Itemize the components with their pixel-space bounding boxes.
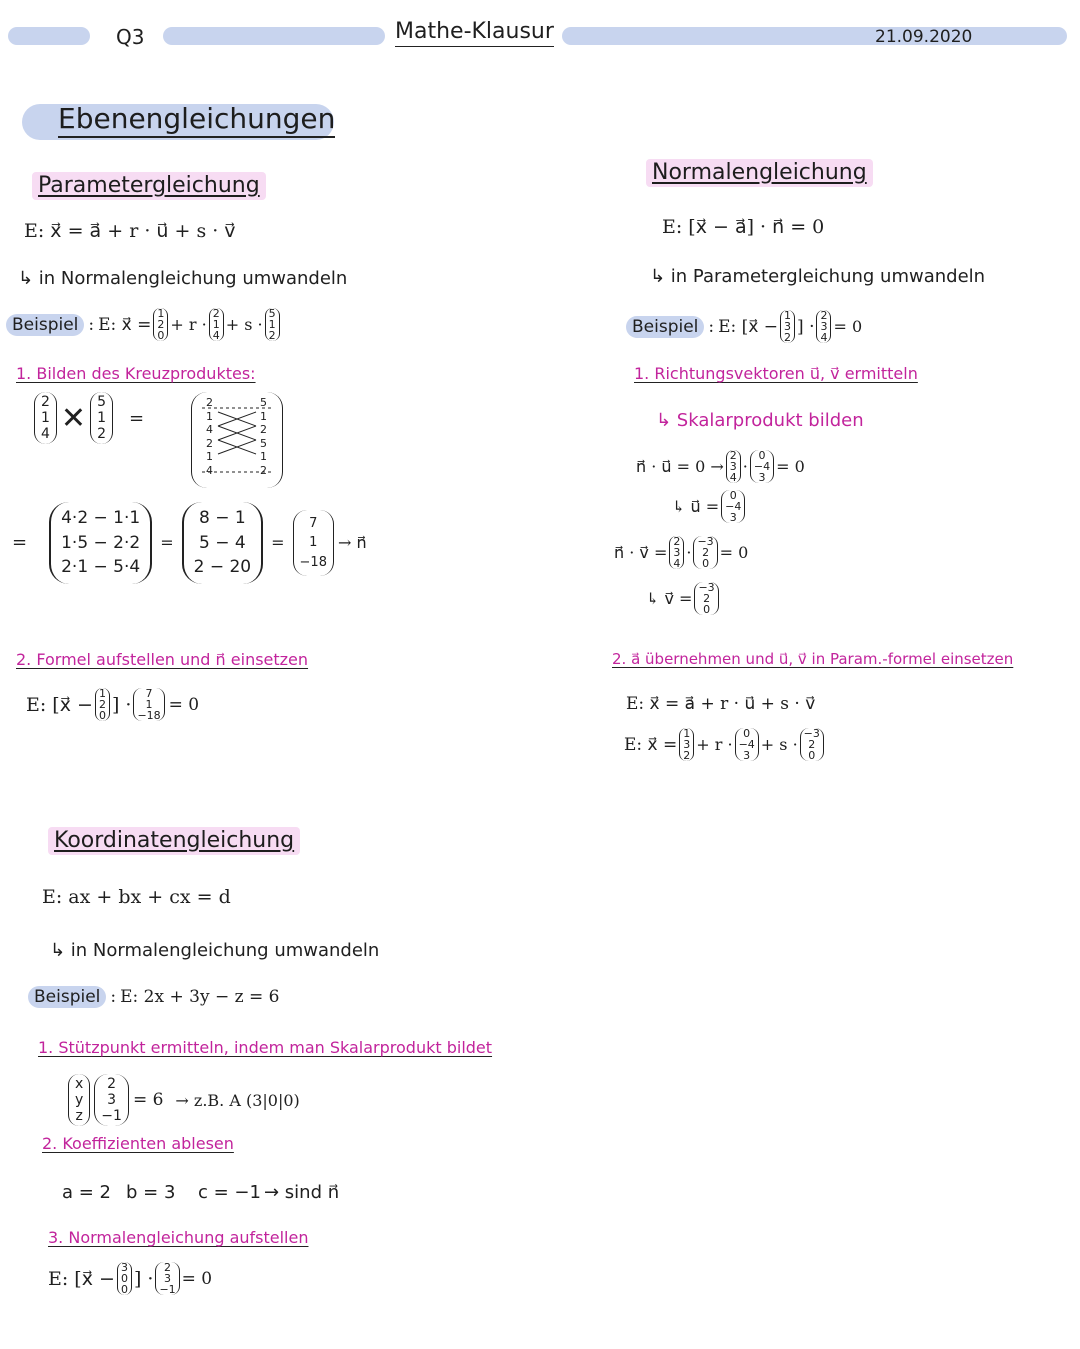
nu-equation: n⃗ · u⃗ = 0 → 2 3 4 · 0 −4 3 = 0	[636, 449, 805, 484]
stuetzpunkt-point: → z.B. A (3|0|0)	[175, 1090, 300, 1110]
normal-heading: Normalengleichung	[646, 159, 873, 187]
parameter-final-equation: E: [x⃗ − 1 2 0 ] · 7 1 −18 = 0	[26, 687, 200, 722]
example-label: Beispiel	[626, 316, 704, 338]
koordinaten-step-1: 1. Stützpunkt ermitteln, indem man Skalarprodukt bildet	[38, 1038, 493, 1057]
cross-matrix	[191, 392, 283, 488]
vector-v: 5 1 2	[265, 308, 280, 341]
cross-calculation: = 4·2 − 1·1 1·5 − 2·2 2·1 − 5·4 = 8 − 1 5 − 4 2 − 20 = 7 1 −18 → n⃗	[12, 502, 367, 584]
koordinaten-heading: Koordinatengleichung	[48, 827, 300, 855]
header-left-label: Q3	[116, 25, 145, 49]
final-n: 7 1 −18	[133, 688, 164, 721]
header-date: 21.09.2020	[875, 27, 973, 47]
page-title: Ebenengleichungen	[58, 102, 335, 138]
example-n: 2 3 4	[816, 310, 831, 343]
example-label: Beispiel	[6, 314, 84, 336]
normal-formula: E: [x⃗ − a⃗] · n⃗ = 0	[662, 216, 825, 238]
header-bar-segment	[163, 27, 385, 45]
coeff-note: → sind n⃗	[264, 1182, 340, 1203]
coeff-b: b = 3	[126, 1182, 176, 1203]
mid-vector: 8 − 1 5 − 4 2 − 20	[182, 502, 264, 584]
cross-u: 2 1 4	[34, 392, 57, 444]
vector-u: 2 1 4	[209, 308, 224, 341]
koordinaten-convert-note: ↳ in Normalengleichung umwandeln	[50, 940, 380, 961]
cross-v: 5 1 2	[90, 392, 113, 444]
header-title: Mathe-Klausur	[395, 18, 554, 47]
coeff-a: a = 2	[62, 1182, 112, 1203]
cross-lines	[192, 392, 282, 488]
matrix-right-col: 5 1 2 5 1 2	[260, 396, 267, 477]
koordinaten-example: Beispiel : E: 2x + 3y − z = 6	[28, 986, 279, 1008]
parameter-step-1: 1. Bilden des Kreuzproduktes:	[16, 364, 256, 383]
stuetzpunkt-equation: x y z 2 3 −1 = 6 → z.B. A (3|0|0)	[66, 1074, 300, 1126]
koordinaten-step-2: 2. Koeffizienten ablesen	[42, 1134, 234, 1153]
parameter-heading: Parametergleichung	[32, 172, 266, 200]
normal-step-2: 2. a⃗ übernehmen und u⃗, v⃗ in Param.-formel einsetzen	[612, 650, 1014, 668]
parameter-example: Beispiel : E: x⃗ = 1 2 0 + r · 2 1 4 + s · 5 1 2	[6, 308, 282, 341]
calc-vector: 4·2 − 1·1 1·5 − 2·2 2·1 − 5·4	[49, 502, 152, 584]
parameter-step-2: 2. Formel aufstellen und n⃗ einsetzen	[16, 650, 309, 669]
example-a: 1 3 2	[780, 310, 795, 343]
final-a: 1 2 0	[95, 688, 110, 721]
normal-step-1: 1. Richtungsvektoren u⃗, v⃗ ermitteln	[634, 364, 918, 383]
cross-icon: ✕	[60, 400, 87, 436]
normal-convert-note: ↳ in Parametergleichung umwandeln	[650, 266, 986, 287]
coeff-c: c = −1	[198, 1182, 261, 1203]
normal-example: Beispiel : E: [x⃗ − 1 3 2 ] · 2 3 4 = 0	[626, 310, 862, 343]
koordinaten-final-equation: E: [x⃗ − 3 0 0 ] · 2 3 −1 = 0	[48, 1261, 213, 1296]
parameter-convert-note: ↳ in Normalengleichung umwandeln	[18, 268, 348, 289]
u-vector: ↳ u⃗ = 0 −4 3	[672, 490, 747, 523]
header-bar-segment	[8, 27, 90, 45]
example-label: Beispiel	[28, 986, 106, 1008]
normal-param-equation: E: x⃗ = 1 3 2 + r · 0 −4 3 + s · −3 2 0	[624, 728, 826, 761]
v-vector: ↳ v⃗ = −3 2 0	[646, 582, 721, 615]
parameter-formula: E: x⃗ = a⃗ + r · u⃗ + s · v⃗	[24, 220, 236, 242]
nv-equation: n⃗ · v⃗ = 2 3 4 · −3 2 0 = 0	[614, 535, 749, 570]
scalar-note: ↳ Skalarprodukt bilden	[656, 410, 864, 431]
result-arrow: → n⃗	[337, 533, 367, 553]
cross-product: 2 1 4 ✕ 5 1 2 =	[32, 392, 144, 444]
example-prefix: E: x⃗ =	[98, 314, 152, 335]
vector-a: 1 2 0	[153, 308, 168, 341]
normal-param-formula: E: x⃗ = a⃗ + r · u⃗ + s · v⃗	[626, 694, 816, 714]
koordinaten-step-3: 3. Normalengleichung aufstellen	[48, 1228, 309, 1247]
header-bar-segment	[562, 27, 1067, 45]
koordinaten-formula: E: ax + bx + cx = d	[42, 886, 231, 908]
matrix-left-col: 2 1 4 2 1 4	[206, 396, 213, 477]
normal-vector-result: 7 1 −18	[293, 510, 334, 577]
